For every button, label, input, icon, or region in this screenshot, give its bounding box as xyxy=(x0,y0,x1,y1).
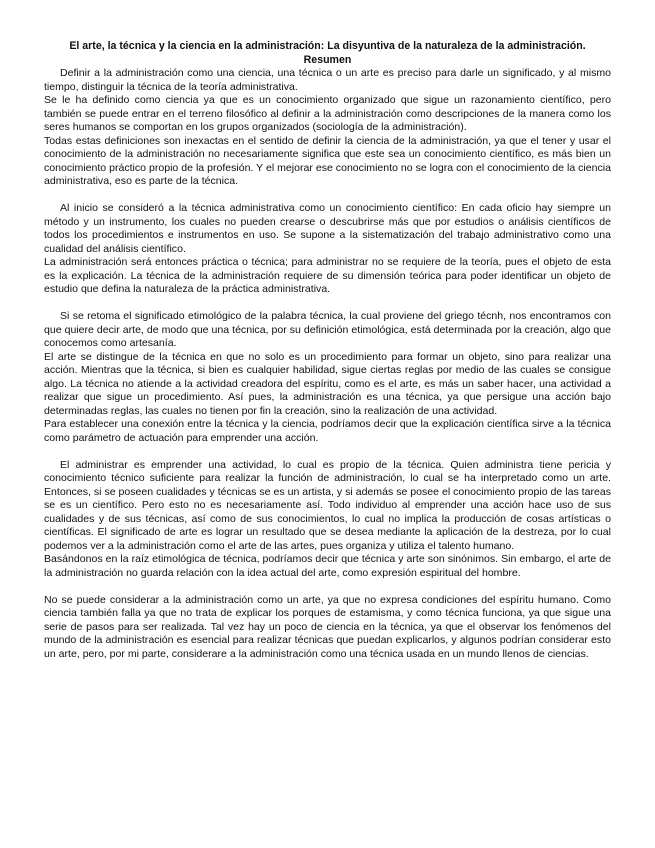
paragraph: El administrar es emprender una actividad, lo cual es propio de la técnica. Quien administra tiene pericia y conocimiento técnico suficiente para realizar la función de administración, lo cual se ha interpretado como un arte. Entonces, si se poseen cualidades y técnicas se es un artista, y si además se posee el conocimiento propio de las tareas se es un científico. Pero esto no es necesariamente así. Todo individuo al emprender una acción hace uso de sus cualidades y de sus técnicas, así como de sus conocimientos, lo cual no implica la producción de cosas artísticas o científicas. El significado de arte es lograr un resultado que se desea mediante la aplicación de la destreza, por lo cual podemos ver a la administración como el arte de las artes, pues organiza y utiliza el talento humano. xyxy=(44,458,611,552)
paragraph: Todas estas definiciones son inexactas en el sentido de definir la ciencia de la administración, ya que el tener y usar el conocimiento de la administración no necesariamente significa que este sea un conocimiento científico, es más bien un conocimiento práctico propio de la profesión. Y el mejorar ese conocimiento no se logra con el conocimiento de la ciencia administrativa, eso es parte de la técnica. xyxy=(44,134,611,187)
document-title: El arte, la técnica y la ciencia en la administración: La disyuntiva de la naturaleza de la administración. xyxy=(69,40,586,52)
paragraph: Basándonos en la raíz etimológica de técnica, podríamos decir que técnica y arte son sinónimos. Sin embargo, el arte de la administración no guarda relación con la idea actual del arte, como expresión espiritual del hombre. xyxy=(44,553,611,579)
paragraph: Al inicio se consideró a la técnica administrativa como un conocimiento científico: En cada oficio hay siempre un método y un instrumento, los cuales no pueden crearse o descubrirse más que por estudios o análisis científicos de todos los procedimientos e instrumentos en uso. Se supone a la sistematización del trabajo administrativo como una cualidad del análisis científico. xyxy=(44,202,611,255)
paragraph: Se le ha definido como ciencia ya que es un conocimiento organizado que sigue un razonamiento científico, pero también se puede entrar en el terreno filosófico al definir a la administración como descripciones de la manera como los seres humanos se comportan en los grupos organizados (sociología de la administración). xyxy=(44,94,611,133)
document-subtitle: Resumen xyxy=(303,53,352,66)
paragraph: No se puede considerar a la administración como un arte, ya que no expresa condiciones del espíritu humano. Como ciencia también falla ya que no trata de explicar los porques de estamisma, y como técnica funciona, ya que sigue una serie de pasos para ser realizada. Tal vez hay un poco de ciencia en la técnica, ya que el observar los fenómenos del mundo de la administración es esencial para realizar técnicas que puedan explicarlos, y algunos podrían considerar esto un arte, pero, por mi parte, considerare a la administración como una técnica usada en un mundo llenos de ciencias. xyxy=(44,593,611,660)
paragraph: La administración será entonces práctica o técnica; para administrar no se requiere de la teoría, pues el objeto de esta es la explicación. La técnica de la administración requiere de su dimensión teórica para poder identificar un objeto de estudio que defina la naturaleza de la práctica administrativa. xyxy=(44,256,611,295)
document-page xyxy=(44,40,611,661)
paragraph: El arte se distingue de la técnica en que no solo es un procedimiento para formar un objeto, sino para realizar una acción. Mientras que la técnica, si bien es cualquier habilidad, sigue ciertas reglas por medio de las cuales se consigue algo. La técnica no atiende a la actividad creadora del espíritu, como es el arte, es más un saber hacer, una actividad a realizar que sigue un procedimiento. Así pues, la administración es una técnica, ya que persigue una acción bajo determinadas reglas, las cuales no tienen por fin la creación, sino la realización de una actividad. xyxy=(44,350,611,417)
paragraph: Definir a la administración como una ciencia, una técnica o un arte es preciso para darle un significado, y al mismo tiempo, distinguir la técnica de la teoría administrativa. xyxy=(44,67,611,93)
paragraph: Para establecer una conexión entre la técnica y la ciencia, podríamos decir que la explicación científica sirve a la técnica como parámetro de actuación para emprender una acción. xyxy=(44,418,611,444)
paragraph: Si se retoma el significado etimológico de la palabra técnica, la cual proviene del griego técnh, nos encontramos con que quiere decir arte, de modo que una técnica, por su definición etimológica, está determinada por la creación, algo que conocemos como artesanía. xyxy=(44,310,611,349)
